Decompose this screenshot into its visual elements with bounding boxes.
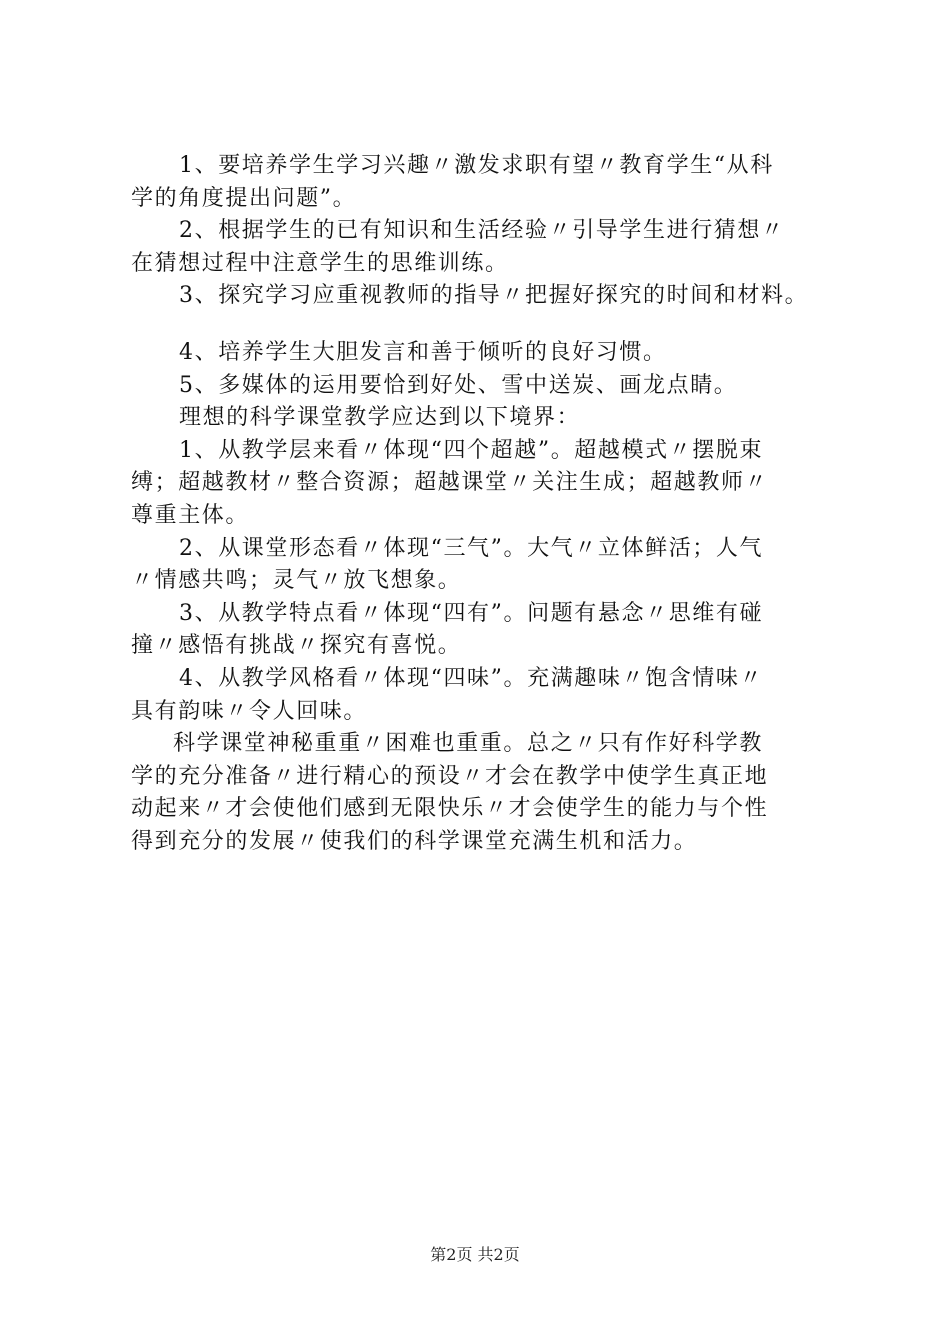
paragraph-spacer bbox=[131, 313, 847, 337]
paragraph-line: 尊重主体。 bbox=[131, 502, 250, 528]
paragraph-line: 3、从教学特点看〃体现“四有”。问题有悬念〃思维有碰 bbox=[179, 600, 764, 626]
paragraph-line: 学的角度提出问题”。 bbox=[131, 185, 357, 211]
paragraph-line: 1、要培养学生学习兴趣〃激发求职有望〃教育学生“从科 bbox=[179, 153, 774, 178]
page-number-footer: 第2页 共2页 bbox=[430, 1245, 520, 1264]
paragraph-line: 〃情感共鸣；灵气〃放飞想象。 bbox=[131, 568, 462, 594]
paragraph-line: 学的充分准备〃进行精心的预设〃才会在教学中使学生真正地 bbox=[131, 763, 769, 789]
paragraph-line: 4、培养学生大胆发言和善于倾听的良好习惯。 bbox=[179, 339, 667, 365]
paragraph-line: 具有韵味〃令人回味。 bbox=[131, 698, 368, 724]
paragraph-line: 科学课堂神秘重重〃困难也重重。总之〃只有作好科学教 bbox=[173, 731, 764, 757]
paragraph-line: 1、从教学层来看〃体现“四个超越”。超越模式〃摆脱束 bbox=[179, 437, 764, 463]
paragraph-line: 撞〃感悟有挑战〃探究有喜悦。 bbox=[131, 633, 462, 659]
document-body bbox=[131, 150, 847, 858]
paragraph-line: 5、多媒体的运用要恰到好处、雪中送炭、画龙点睛。 bbox=[179, 372, 738, 398]
paragraph-line: 动起来〃才会使他们感到无限快乐〃才会使学生的能力与个性 bbox=[131, 796, 769, 822]
paragraph-line: 4、从教学风格看〃体现“四味”。充满趣味〃饱含情味〃 bbox=[179, 665, 764, 691]
paragraph-line: 缚；超越教材〃整合资源；超越课堂〃关注生成；超越教师〃 bbox=[131, 470, 769, 496]
paragraph-line: 得到充分的发展〃使我们的科学课堂充满生机和活力。 bbox=[131, 828, 698, 854]
paragraph-line: 理想的科学课堂教学应达到以下境界： bbox=[179, 405, 581, 431]
paragraph-line: 2、从课堂形态看〃体现“三气”。大气〃立体鲜活；人气 bbox=[179, 535, 764, 561]
paragraph-line: 在猜想过程中注意学生的思维训练。 bbox=[131, 250, 509, 276]
paragraph-line: 2、根据学生的已有知识和生活经验〃引导学生进行猜想〃 bbox=[179, 218, 785, 244]
paragraph-line: 3、探究学习应重视教师的指导〃把握好探究的时间和材料。 bbox=[179, 283, 809, 309]
